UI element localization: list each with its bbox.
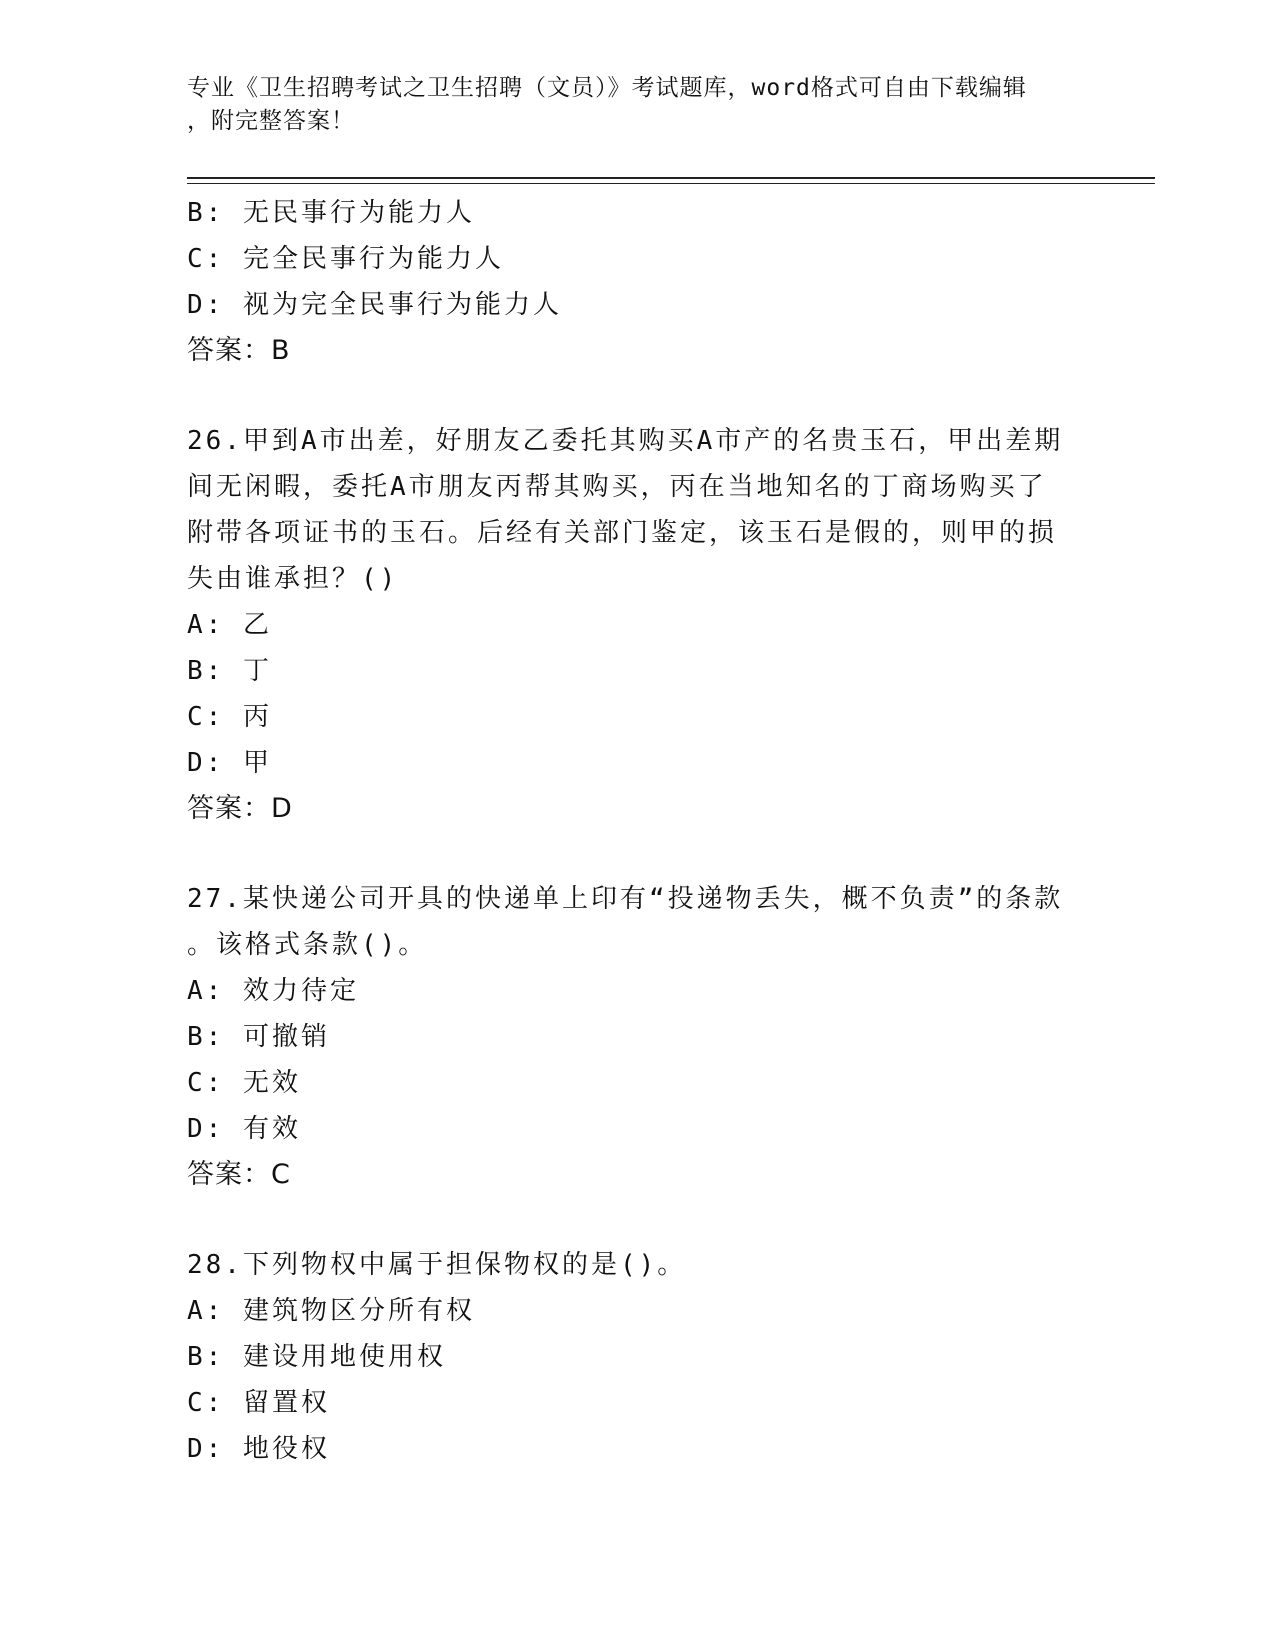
question-text-line: 失由谁承担？() bbox=[187, 564, 399, 594]
question-26 bbox=[187, 418, 1087, 832]
option-b: B: 可撤销 bbox=[187, 1022, 330, 1052]
option-a: A: 建筑物区分所有权 bbox=[187, 1296, 475, 1326]
option-b: B: 无民事行为能力人 bbox=[187, 198, 475, 228]
option-d: D: 有效 bbox=[187, 1114, 301, 1144]
header-line-2: ，附完整答案！ bbox=[187, 108, 355, 134]
answer: 答案：B bbox=[187, 335, 291, 366]
question-text-line: 27.某快递公司开具的快递单上印有“投递物丢失，概不负责”的条款 bbox=[187, 884, 1064, 914]
option-c: C: 无效 bbox=[187, 1068, 301, 1098]
question-text-line: 28.下列物权中属于担保物权的是()。 bbox=[187, 1250, 687, 1280]
question-25-tail bbox=[187, 190, 1087, 374]
question-text-line: 26.甲到A市出差，好朋友乙委托其购买A市产的名贵玉石，甲出差期 bbox=[187, 426, 1064, 456]
option-d: D: 甲 bbox=[187, 748, 272, 778]
question-27 bbox=[187, 876, 1087, 1198]
option-a: A: 效力待定 bbox=[187, 976, 359, 1006]
question-list bbox=[187, 190, 1087, 1472]
document-header bbox=[187, 72, 1067, 138]
option-b: B: 丁 bbox=[187, 656, 272, 686]
option-d: D: 地役权 bbox=[187, 1434, 330, 1464]
question-text-line: 间无闲暇，委托A市朋友丙帮其购买，丙在当地知名的丁商场购买了 bbox=[187, 472, 1047, 502]
header-line-1: 专业《卫生招聘考试之卫生招聘（文员）》考试题库，word格式可自由下载编辑 bbox=[187, 75, 1027, 101]
header-divider-thick bbox=[187, 177, 1155, 179]
option-b: B: 建设用地使用权 bbox=[187, 1342, 446, 1372]
option-c: C: 留置权 bbox=[187, 1388, 330, 1418]
question-text-line: 。该格式条款()。 bbox=[187, 930, 428, 960]
answer: 答案：C bbox=[187, 1159, 291, 1190]
option-a: A: 乙 bbox=[187, 610, 272, 640]
question-28 bbox=[187, 1242, 1087, 1472]
answer: 答案：D bbox=[187, 793, 293, 824]
option-c: C: 完全民事行为能力人 bbox=[187, 244, 504, 274]
option-d: D: 视为完全民事行为能力人 bbox=[187, 290, 562, 320]
header-divider-thin bbox=[187, 183, 1155, 184]
question-text-line: 附带各项证书的玉石。后经有关部门鉴定，该玉石是假的，则甲的损 bbox=[187, 518, 1058, 548]
option-c: C: 丙 bbox=[187, 702, 272, 732]
